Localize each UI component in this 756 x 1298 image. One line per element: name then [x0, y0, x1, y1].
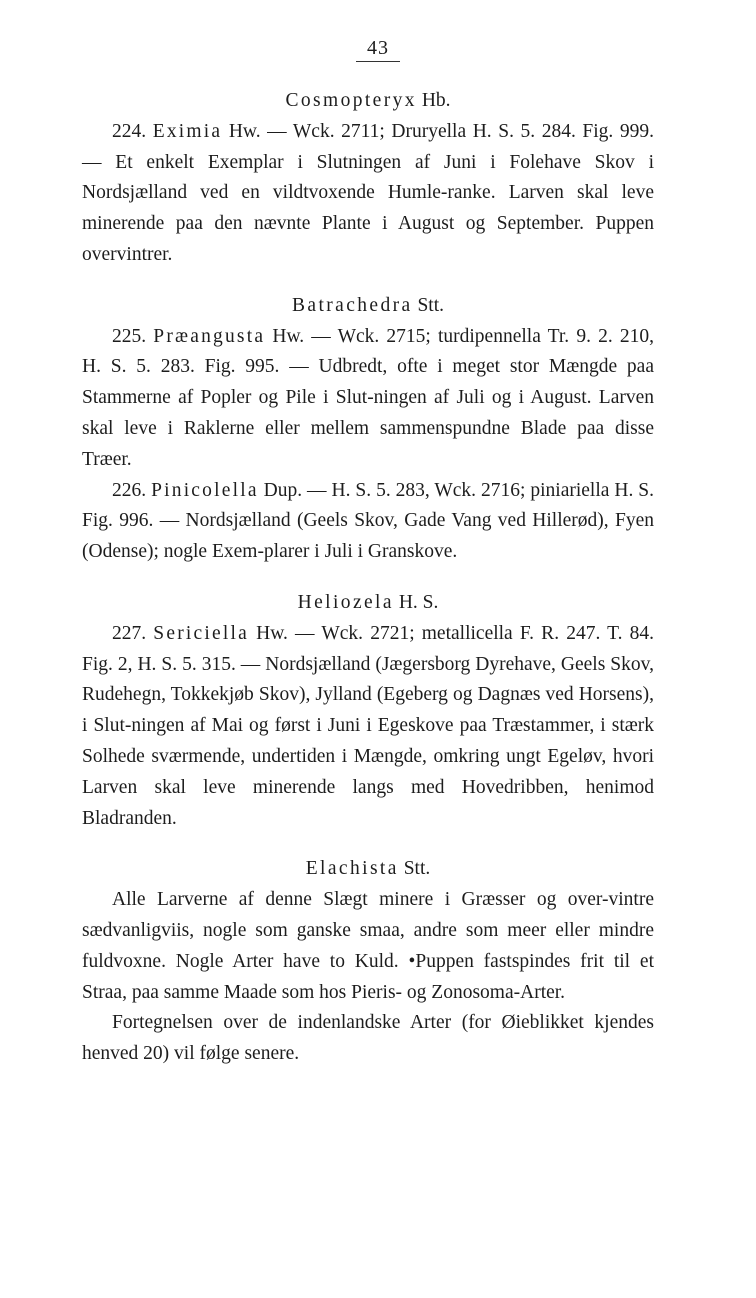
species-entry-227 [82, 619, 654, 835]
genus-author: Stt. [403, 858, 431, 880]
page-number: 43 [0, 37, 756, 62]
entry-number: 227. [112, 622, 147, 644]
entry-text: Hw. — Wck. 2711; Druryella H. S. 5. 284. Fig. 999. — Et enkelt Exemplar i Slutningen af Juni i Folehave Skov i Nordsjælland ved en vildtvoxende Humle-ranke. Larven skal leve minerende paa den nævnte Plante i August og September. Puppen overvintrer. [82, 120, 654, 265]
genus-heading-elachista [82, 854, 654, 885]
species-entry-224 [82, 117, 654, 271]
genus-author: Stt. [417, 294, 445, 316]
genus-paragraph: Alle Larverne af denne Slægt minere i Græsser og over-vintre sædvanligviis, nogle som ganske smaa, andre som meer eller mindre fuldvoxne. Nogle Arter have to Kuld. •Puppen fastspindes frit til et Straa, paa samme Maade som hos Pieris- og Zonosoma-Arter. [82, 889, 654, 1003]
entry-number: 226. [112, 479, 147, 501]
entry-text: Hw. — Wck. 2721; metallicella F. R. 247. T. 84. Fig. 2, H. S. 5. 315. — Nordsjælland (Jægersborg Dyrehave, Geels Skov, Rudehegn, Tokkekjøb Skov), Jylland (Egeberg og Dagnæs ved Horsens), i Slut-ningen af Mai og først i Juni i Egeskove paa Træstammer, i stærk Solhede sværmende, undertiden i Mængde, omkring ungt Egeløv, hvori Larven skal leve minerende langs med Hovedribben, henimod Bladranden. [82, 622, 655, 829]
text-column [82, 86, 654, 1070]
species-entry-225 [82, 322, 654, 476]
species-name: Pinicolella [151, 479, 259, 501]
entry-text: Hw. — Wck. 2715; turdipennella Tr. 9. 2. 210, H. S. 5. 283. Fig. 995. — Udbredt, ofte i meget stor Mængde paa Stammerne af Popler og Pile i Slut-ningen af Juli og i August. Larven skal leve i Raklerne eller mellem sammenspundne Blade paa disse Træer. [82, 325, 655, 470]
genus-paragraph: Fortegnelsen over de indenlandske Arter (for Øieblikket kjendes henved 20) vil følge senere. [82, 1012, 654, 1065]
genus-name: Heliozela [297, 591, 394, 613]
genus-author: H. S. [398, 591, 439, 613]
species-name: Eximia [152, 120, 223, 142]
genus-name: Elachista [305, 858, 399, 880]
entry-number: 224. [112, 120, 147, 142]
genus-heading-cosmopteryx [82, 86, 654, 117]
genus-heading-batrachedra [82, 291, 654, 322]
genus-heading-heliozela [82, 588, 654, 619]
genus-author: Hb. [421, 90, 451, 111]
genus-name: Cosmopteryx [285, 90, 417, 111]
entry-number: 225. [112, 325, 147, 347]
genus-name: Batrachedra [291, 294, 413, 316]
species-name: Sericiella [153, 622, 249, 644]
species-name: Præangusta [153, 325, 266, 347]
entry-text: Dup. — H. S. 5. 283, Wck. 2716; piniariella H. S. Fig. 996. — Nordsjælland (Geels Skov, Gade Vang ved Hillerød), Fyen (Odense); nogle Exem-plarer i Juli i Granskove. [82, 479, 654, 563]
species-entry-226 [82, 476, 654, 568]
